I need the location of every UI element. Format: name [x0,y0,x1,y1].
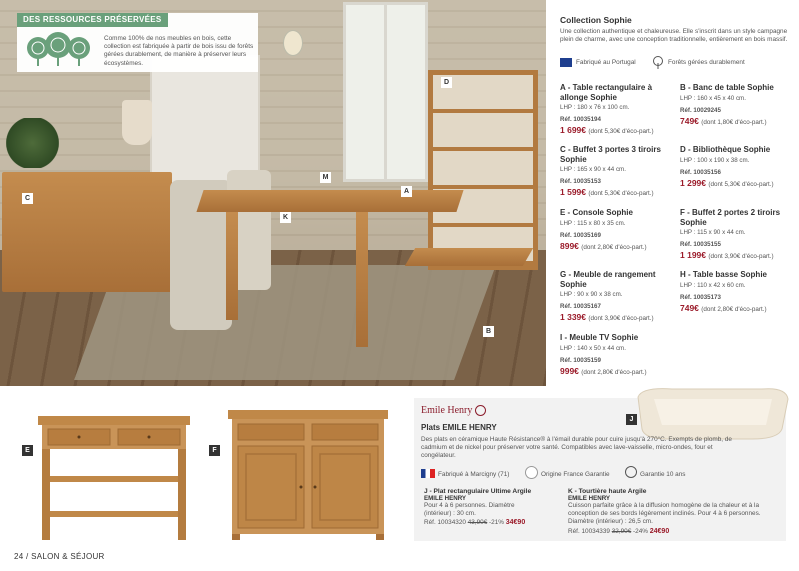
badge-sustainable-forests: Forêts gérées durablement [668,59,745,66]
origine-france-icon [525,466,538,479]
product-price: 1 199€ [680,250,706,260]
product-ref: Réf. 10035155 [680,241,721,248]
product-c [560,145,678,197]
eu-flag-icon [560,58,572,67]
product-i [560,333,678,376]
product-price: 1 599€ [560,187,586,197]
marker-a: A [401,186,412,197]
product-ref: Réf. 10035167 [560,303,601,310]
product-dimensions: LHP : 110 x 42 x 60 cm. [680,281,746,289]
emile-henry-title: Plats EMILE HENRY [421,423,497,432]
page-footer: 24 / SALON & SÉJOUR [14,552,105,561]
product-title: G - Meuble de rangement Sophie [560,270,656,289]
product-old-price: 32,90€ [611,527,632,535]
product-title: C - Buffet 3 portes 3 tiroirs Sophie [560,145,661,164]
product-dimensions: LHP : 140 x 50 x 44 cm. [560,344,626,352]
product-description: Pour 4 à 6 personnes. Diamètre (intérieur) : 30 cm. [424,502,515,518]
product-title: E - Console Sophie [560,208,633,217]
france-flag-icon [421,469,435,478]
product-dimensions: LHP : 90 x 90 x 38 cm. [560,291,623,298]
product-eco-part: (dont 5,30€ d'éco-part.) [708,180,774,188]
product-price: 1 299€ [680,177,706,188]
forest-icon [22,30,98,68]
product-dimensions: LHP : 180 x 76 x 100 cm. [560,104,630,111]
product-eco-part: (dont 1,80€ d'éco-part.) [701,118,767,126]
badge-origine-france: Origine France Garantie [541,471,610,478]
marker-d: D [441,77,452,88]
emile-henry-logo: Emile Henry [421,405,486,416]
product-price: 999€ [560,365,579,376]
product-price: 749€ [680,115,699,126]
marker-k: K [280,212,291,223]
product-dimensions: LHP : 100 x 190 x 38 cm. [680,156,750,164]
product-eco-part: (dont 2,80€ d'éco-part.) [581,243,647,251]
product-title: I - Meuble TV Sophie [560,333,639,342]
product-a [560,83,678,135]
product-title: A - Table rectangulaire à allonge Sophie [560,83,653,102]
product-f [680,208,798,260]
product-e [560,208,678,251]
marker-j: J [626,414,637,425]
marker-c: C [22,193,33,204]
product-dimensions: LHP : 115 x 90 x 44 cm. [680,229,746,236]
product-k [568,488,782,536]
badge-warranty: Garantie 10 ans [640,471,686,478]
baking-dish-image [632,383,790,441]
collection-description: Une collection authentique et chaleureuse. Elle s'inscrit dans un style campagne plein de charme, avec une conception traditionnelle, entièrement en bois massif. [560,28,788,44]
collection-title: Collection Sophie [560,15,632,25]
product-ref: Réf. 10029245 [680,106,721,114]
eco-banner-text: Comme 100% de nos meubles en bois, cette collection est fabriquée à partir de bois issu de forêts gérées durablement, de manière à préserver leurs écosystèmes. [104,35,254,67]
product-ref: Réf. 10035156 [680,168,721,176]
product-title: B - Banc de table Sophie [680,83,774,92]
product-eco-part: (dont 2,80€ d'éco-part.) [701,305,767,313]
marker-f: F [209,445,220,456]
product-eco-part: (dont 2,80€ d'éco-part.) [581,368,647,376]
product-description: Cuisson parfaite grâce à la diffusion homogène de la chaleur et à la conception de ses bords légèrement inclinés. Pour 4 à 6 personnes. Diamètre (intérieur) : 26,5 cm. [568,502,761,526]
product-title: H - Table basse Sophie [680,270,767,279]
warranty-icon [625,466,637,478]
product-title: J - Plat rectangulaire Ultime Argile [424,488,532,495]
product-price: 24€90 [649,527,670,535]
product-eco-part: (dont 5,30€ d'éco-part.) [588,190,654,197]
product-dimensions: LHP : 115 x 80 x 35 cm. [560,219,626,227]
tree-icon [652,56,664,69]
product-title: F - Buffet 2 portes 2 tiroirs Sophie [680,208,781,227]
product-ref: Réf. 10034339 [568,527,610,535]
product-price: 899€ [560,240,579,251]
product-discount: -24% [633,527,648,535]
product-h [680,270,798,313]
badge-made-marcigny: Fabriqué à Marcigny (71) [438,471,510,478]
product-eco-part: (dont 3,90€ d'éco-part.) [588,315,654,322]
product-ref: Réf. 10035159 [560,356,601,364]
product-ref: Réf. 10035153 [560,178,601,185]
product-price: 1 339€ [560,312,586,322]
product-brand: EMILE HENRY [424,495,467,502]
product-b [680,83,798,126]
product-g [560,270,678,322]
marker-b: B [483,326,494,337]
product-old-price: 43,90€ [467,519,488,527]
product-dimensions: LHP : 165 x 90 x 44 cm. [560,166,626,173]
badge-made-in-portugal: Fabriqué au Portugal [576,59,636,66]
product-title: D - Bibliothèque Sophie [680,145,771,154]
emile-henry-description: Des plats en céramique Haute Résistance® à l'émail durable pour cuire jusqu'à 270°C. Exempts de plomb, de cadmium et de nickel pour préserver votre santé. Compatibles avec lave-vaisselle, micro-ondes, four et congélateur. [421,436,732,460]
product-price: 34€90 [505,519,526,527]
product-title: K - Tourtière haute Argile [568,488,647,495]
marker-e: E [22,445,33,456]
product-brand: EMILE HENRY [568,495,611,502]
product-eco-part: (dont 3,90€ d'éco-part.) [708,253,774,260]
eco-banner-title: DES RESSOURCES PRÉSERVÉES [17,13,168,27]
product-ref: Réf. 10035194 [560,116,601,123]
product-ref: Réf. 10034320 [424,519,466,527]
product-ref: Réf. 10035173 [680,293,721,301]
console-illustration [38,416,190,540]
product-dimensions: LHP : 160 x 45 x 40 cm. [680,94,746,102]
marker-m: M [320,172,331,183]
buffet-illustration [228,410,388,540]
product-d [680,145,798,188]
product-discount: -21% [489,519,504,527]
product-price: 1 699€ [560,125,586,135]
product-eco-part: (dont 5,30€ d'éco-part.) [588,128,654,135]
product-price: 749€ [680,302,699,313]
product-ref: Réf. 10035169 [560,231,601,239]
product-j [424,488,564,528]
